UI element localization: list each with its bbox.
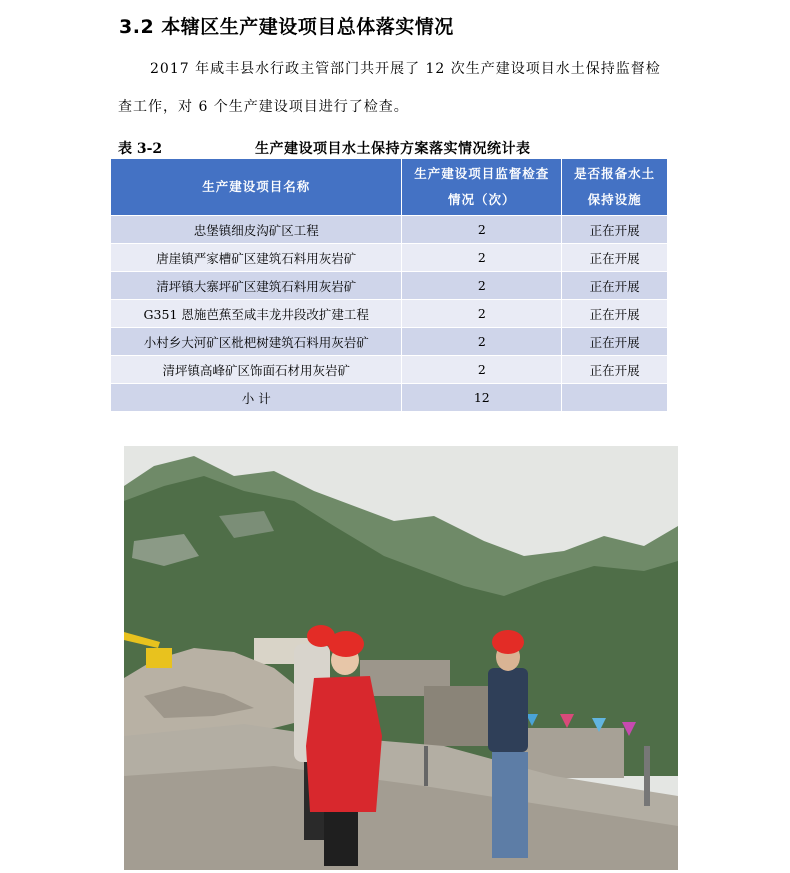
table-row xyxy=(111,328,668,356)
subtotal-label: 小 计 xyxy=(111,384,402,412)
table-row xyxy=(111,272,668,300)
table-row xyxy=(111,300,668,328)
cell-checks: 2 xyxy=(402,300,562,328)
subtotal-row xyxy=(111,384,668,412)
photo-helmet xyxy=(328,631,364,657)
subtotal-checks: 12 xyxy=(402,384,562,412)
header-status-line-1: 是否报备水土 xyxy=(574,166,656,181)
photo-post xyxy=(424,746,428,786)
header-checks-line-2: 情况（次） xyxy=(448,192,516,207)
header-checks xyxy=(402,159,562,216)
cell-project-name: 小村乡大河矿区枇杷树建筑石料用灰岩矿 xyxy=(111,328,402,356)
photo-crusher xyxy=(424,686,494,746)
cell-project-name: 清坪镇高峰矿区饰面石材用灰岩矿 xyxy=(111,356,402,384)
table-header-row xyxy=(111,159,668,216)
cell-checks: 2 xyxy=(402,272,562,300)
photo-person-red-coat xyxy=(306,676,382,812)
cell-project-name: 清坪镇大寨坪矿区建筑石料用灰岩矿 xyxy=(111,272,402,300)
photo-excavator-cab xyxy=(146,648,172,668)
table-label: 表 3-2 xyxy=(118,141,163,157)
photo-post xyxy=(644,746,650,806)
table-title: 生产建设项目水土保持方案落实情况统计表 xyxy=(255,141,531,157)
table-row xyxy=(111,244,668,272)
cell-project-name: 唐崖镇严家槽矿区建筑石料用灰岩矿 xyxy=(111,244,402,272)
header-project-name: 生产建设项目名称 xyxy=(111,159,402,216)
cell-checks: 2 xyxy=(402,328,562,356)
cell-project-name: G351 恩施芭蕉至咸丰龙井段改扩建工程 xyxy=(111,300,402,328)
header-status xyxy=(562,159,668,216)
header-checks-line-1: 生产建设项目监督检查 xyxy=(414,166,550,181)
subtotal-status xyxy=(562,384,668,412)
header-status-line-2: 保持设施 xyxy=(587,192,642,207)
cell-status: 正在开展 xyxy=(562,356,668,384)
cell-status: 正在开展 xyxy=(562,328,668,356)
table-row xyxy=(111,216,668,244)
photo-person-dark-jacket xyxy=(488,668,528,752)
cell-checks: 2 xyxy=(402,356,562,384)
cell-checks: 2 xyxy=(402,244,562,272)
paragraph-line-1: 2017 年咸丰县水行政主管部门共开展了 12 次生产建设项目水土保持监督检 xyxy=(150,61,661,77)
cell-project-name: 忠堡镇细皮沟矿区工程 xyxy=(111,216,402,244)
cell-status: 正在开展 xyxy=(562,300,668,328)
photo-person-dark-legs xyxy=(492,752,528,858)
cell-status: 正在开展 xyxy=(562,216,668,244)
paragraph-line-2: 查工作，对 6 个生产建设项目进行了检查。 xyxy=(118,99,409,115)
cell-status: 正在开展 xyxy=(562,272,668,300)
stats-table xyxy=(110,158,668,412)
table-row xyxy=(111,356,668,384)
cell-checks: 2 xyxy=(402,216,562,244)
photo-person-red-legs xyxy=(324,812,358,866)
photo-helmet xyxy=(492,630,524,654)
site-inspection-photo xyxy=(124,446,678,870)
cell-status: 正在开展 xyxy=(562,244,668,272)
section-heading: 3.2 本辖区生产建设项目总体落实情况 xyxy=(119,16,454,38)
